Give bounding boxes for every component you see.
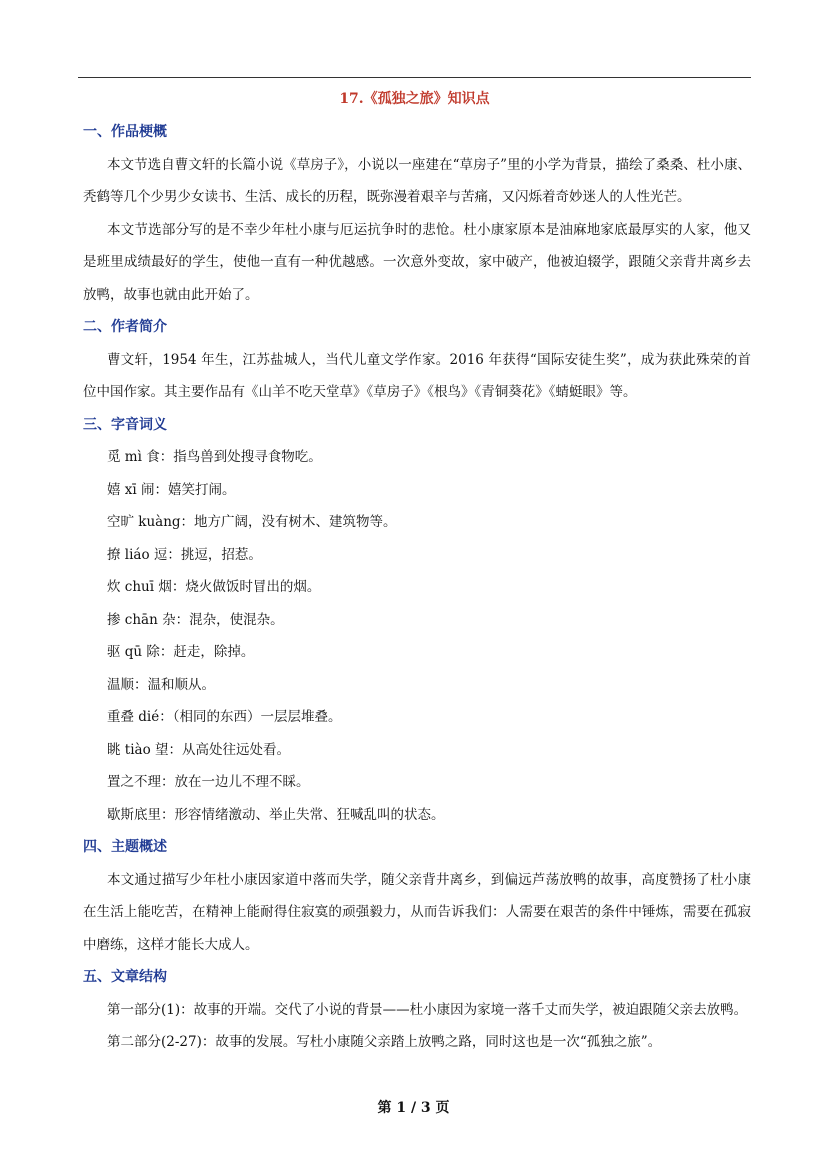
section-heading-theme: 四、主题概述 bbox=[83, 839, 167, 855]
vocab-item: 置之不理：放在一边儿不理不睬。 bbox=[107, 774, 310, 790]
vocab-item: 眺 tiào 望：从高处往远处看。 bbox=[107, 741, 291, 758]
vocab-item: 掺 chān 杂：混杂，使混杂。 bbox=[107, 611, 284, 628]
header-rule bbox=[78, 77, 751, 78]
vocab-item: 歇斯底里：形容情绪激动、举止失常、狂喊乱叫的状态。 bbox=[107, 806, 445, 823]
vocab-item: 驱 qū 除：赶走，除掉。 bbox=[107, 644, 255, 660]
section-heading-author: 二、作者简介 bbox=[83, 319, 167, 335]
theme-paragraph: 本文通过描写少年杜小康因家道中落而失学，随父亲背井离乡，到偏远芦荡放鸭的故事，高度赞扬了杜小康在生活上能吃苦，在精神上能耐得住寂寞的顽强毅力，从而告诉我们：人需要在艰苦的条件中锤炼，需要在孤寂中磨练，这样才能长大成人。 bbox=[83, 871, 751, 953]
vocab-item: 撩 liáo 逗：挑逗，招惹。 bbox=[107, 546, 262, 563]
vocab-item: 炊 chuī 烟：烧火做饭时冒出的烟。 bbox=[107, 579, 321, 595]
section-heading-structure: 五、文章结构 bbox=[83, 969, 167, 985]
section-heading-vocab: 三、字音词义 bbox=[83, 416, 167, 433]
document-title: 17.《孤独之旅》知识点 bbox=[339, 91, 490, 107]
vocab-item: 空旷 kuàng：地方广阔，没有树木、建筑物等。 bbox=[107, 514, 397, 530]
summary-paragraph: 本文节选部分写的是不幸少年杜小康与厄运抗争时的悲怆。杜小康家原本是油麻地家底最厚实的人家，他又是班里成绩最好的学生，使他一直有一种优越感。一次意外变故，家中破产，他被迫辍学，跟随父亲背井离乡去放鸭，故事也就由此开始了。 bbox=[83, 221, 751, 303]
vocab-item: 嬉 xī 闹：嬉笑打闹。 bbox=[107, 481, 236, 498]
vocab-item: 重叠 dié：（相同的东西）一层层堆叠。 bbox=[107, 709, 342, 725]
section-heading-summary: 一、作品梗概 bbox=[83, 124, 167, 140]
summary-paragraph: 本文节选自曹文轩的长篇小说《草房子》，小说以一座建在“草房子”里的小学为背景，描绘了桑桑、杜小康、秃鹤等几个少男少女读书、生活、成长的历程，既弥漫着艰辛与苦痛，又闪烁着奇妙迷人的人性光芒。 bbox=[83, 156, 751, 205]
structure-paragraph: 第一部分(1)：故事的开端。交代了小说的背景——杜小康因为家境一落千丈而失学，被迫跟随父亲去放鸭。 bbox=[107, 1001, 748, 1018]
structure-paragraph: 第二部分(2-27)：故事的发展。写杜小康随父亲踏上放鸭之路，同时这也是一次“孤独之旅”。 bbox=[107, 1034, 662, 1050]
document-body bbox=[83, 116, 751, 1059]
vocab-item: 觅 mì 食：指鸟兽到处搜寻食物吃。 bbox=[107, 449, 322, 465]
vocab-item: 温顺：温和顺从。 bbox=[107, 676, 215, 693]
author-paragraph: 曹文轩，1954 年生，江苏盐城人，当代儿童文学作家。2016 年获得“国际安徒生奖”，成为获此殊荣的首位中国作家。其主要作品有《山羊不吃天堂草》《草房子》《根鸟》《青铜葵花》《蜻蜓眼》等。 bbox=[83, 351, 751, 400]
page-number: 第 1 / 3 页 bbox=[377, 1100, 450, 1116]
